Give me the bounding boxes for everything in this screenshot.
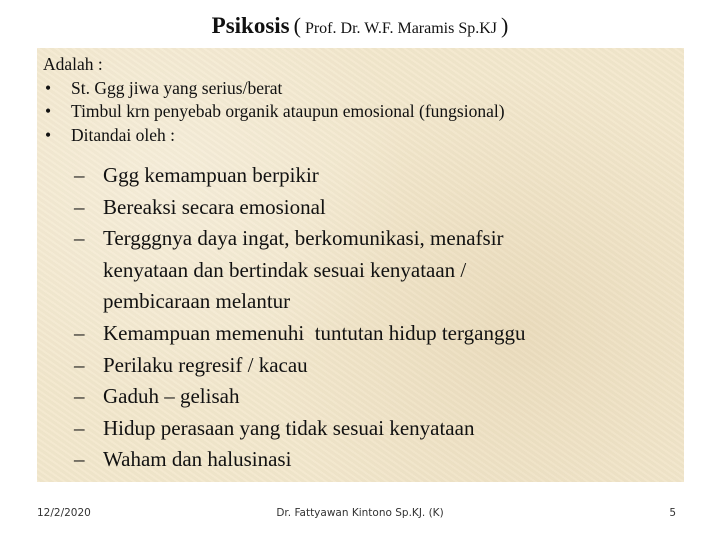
- sub-item-text: Waham dan halusinasi: [103, 447, 292, 472]
- sub-item: [74, 444, 674, 476]
- title-open-paren: (: [293, 13, 301, 38]
- sub-item-text-continued: kenyataan dan bertindak sesuai kenyataan /: [103, 257, 467, 282]
- bullet-symbol: •: [45, 77, 52, 98]
- sub-item-text: Tergggnya daya ingat, berkomunikasi, menafsir: [103, 226, 504, 251]
- sub-item: [74, 350, 674, 382]
- intro-heading: Adalah :: [43, 54, 103, 74]
- sub-item-text: Gaduh – gelisah: [103, 384, 240, 409]
- dash-symbol: –: [74, 352, 85, 377]
- dash-symbol: –: [74, 384, 85, 409]
- sub-item: [74, 413, 674, 445]
- dash-symbol: –: [74, 194, 85, 219]
- sub-item-text: Bereaksi secara emosional: [103, 194, 326, 219]
- bullet-item: [43, 124, 505, 148]
- bullet-item: [43, 100, 505, 124]
- title-subtitle: Prof. Dr. W.F. Maramis Sp.KJ: [304, 20, 498, 37]
- slide-title: [0, 8, 720, 47]
- bullet-symbol: •: [45, 101, 52, 121]
- sub-item-text-continued: pembicaraan melantur: [103, 289, 291, 314]
- intro-block: [43, 53, 505, 147]
- dash-symbol: –: [74, 415, 85, 440]
- sub-item-text: Ggg kemampuan berpikir: [103, 163, 319, 187]
- title-main: Psikosis: [211, 13, 290, 38]
- dash-symbol: –: [74, 447, 85, 472]
- sub-item-text: Perilaku regresif / kacau: [103, 352, 308, 377]
- sub-item-text: Hidup perasaan yang tidak sesuai kenyataan: [103, 415, 475, 440]
- sub-item: [74, 381, 674, 413]
- bullet-text: St. Ggg jiwa yang serius/berat: [71, 77, 283, 98]
- title-close-paren: ): [501, 13, 509, 38]
- footer-page-number: 5: [669, 507, 676, 519]
- sub-item: [74, 318, 674, 350]
- sub-item: [74, 160, 674, 192]
- dash-symbol: –: [74, 320, 85, 345]
- bullet-symbol: •: [45, 124, 52, 145]
- sub-list: [74, 160, 674, 476]
- footer-date: 12/2/2020: [37, 507, 91, 519]
- sub-item: [74, 192, 674, 224]
- bullet-text: Ditandai oleh :: [71, 124, 176, 145]
- sub-item-text: Kemampuan memenuhi tuntutan hidup terganggu: [103, 320, 526, 345]
- bullet-item: [43, 77, 505, 101]
- dash-symbol: –: [74, 163, 85, 187]
- footer-author: Dr. Fattyawan Kintono Sp.KJ. (K): [276, 507, 444, 519]
- bullet-text: Timbul krn penyebab organik ataupun emosional (fungsional): [71, 101, 505, 121]
- sub-item: [74, 223, 674, 318]
- dash-symbol: –: [74, 226, 85, 251]
